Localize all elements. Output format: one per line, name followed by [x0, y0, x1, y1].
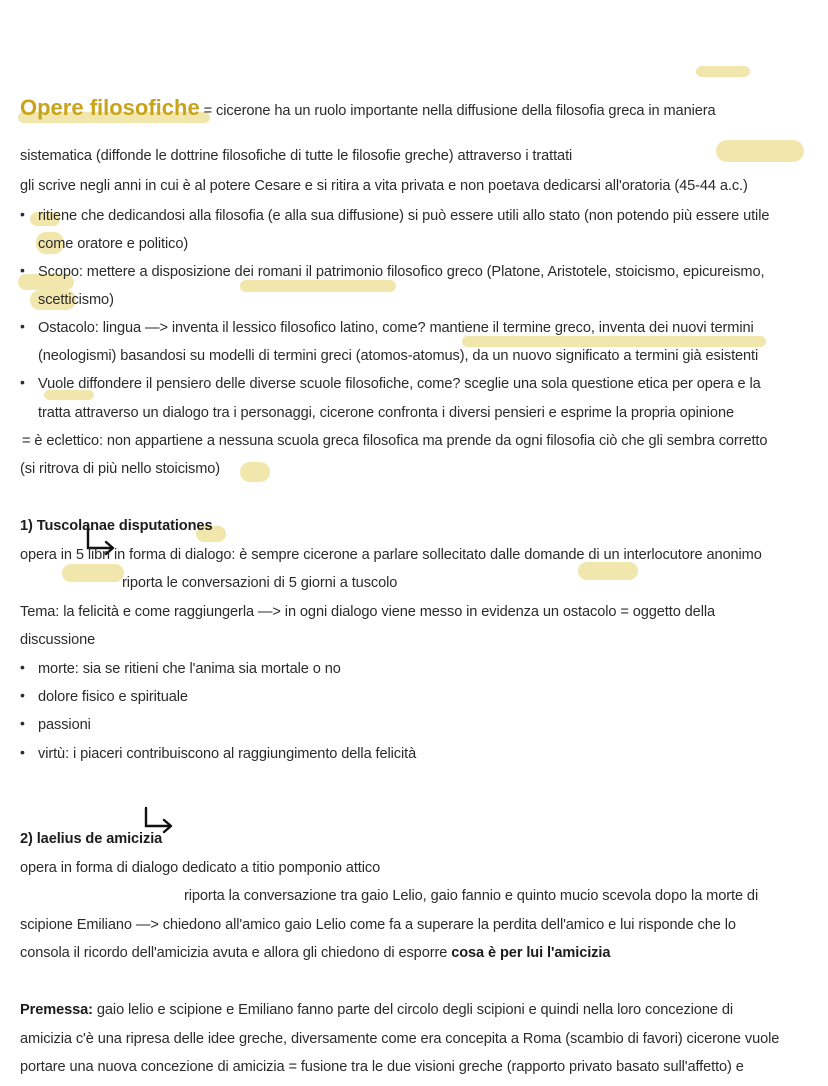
list-item-continued: scetticismo): [38, 292, 114, 308]
highlight-mark: [240, 462, 270, 482]
heading-text: = cicerone ha un ruolo importante nella diffusione della filosofia greca in maniera: [199, 103, 716, 119]
list-item: passioni: [38, 717, 91, 733]
text-line: Tema: la felicità e come raggiungerla —> in ogni dialogo viene messo in evidenza un ostacolo = oggetto della: [20, 604, 716, 620]
text-line: (si ritrova di più nello stoicismo): [20, 461, 221, 477]
text-line: sistematica (diffonde le dottrine filosofiche di tutte le filosofie greche) attraverso i trattati: [20, 148, 573, 164]
bullet-dot: •: [20, 206, 25, 222]
text-line: scipione Emiliano —> chiedono all'amico gaio Lelio come fa a superare la perdita dell'amico e lui risponde che lo: [20, 917, 736, 933]
page-title: Opere filosofiche: [20, 95, 200, 120]
bullet-dot: •: [20, 262, 25, 278]
highlight-mark: [716, 140, 804, 162]
section-title: 2) laelius de amicizia: [20, 831, 163, 847]
text-line: opera in 5 libri in forma di dialogo: è sempre cicerone a parlare sollecitato dalle domande di un interlocutore anonimo: [20, 547, 762, 563]
list-item: ritiene che dedicandosi alla filosofia (e alla sua diffusione) si può essere utili allo stato (non potendo più essere utile: [38, 208, 770, 224]
bullet-dot: •: [20, 659, 25, 675]
text-line: riporta le conversazioni di 5 giorni a tuscolo: [122, 575, 398, 591]
highlight-mark: [62, 564, 124, 582]
heading-line: [20, 95, 716, 121]
bullet-dot: •: [20, 374, 25, 390]
text-span: gaio lelio e scipione e Emiliano fanno parte del circolo degli scipioni e quindi nella loro concezione di: [92, 1002, 733, 1018]
text-line: [20, 1000, 733, 1020]
bullet-dot: •: [20, 687, 25, 703]
list-item: morte: sia se ritieni che l'anima sia mortale o no: [38, 661, 341, 677]
text-line: discussione: [20, 632, 96, 648]
text-line: = è eclettico: non appartiene a nessuna scuola greca filosofica ma prende da ogni filosofia ciò che gli sembra corretto: [22, 433, 768, 449]
text-line: amicizia c'è una ripresa delle idee greche, diversamente come era concepita a Roma (scambio di favori) cicerone vuole: [20, 1031, 780, 1047]
text-span: consola il ricordo dell'amicizia avuta e allora gli chiedono di esporre: [20, 945, 452, 961]
text-line: opera in forma di dialogo dedicato a titio pomponio attico: [20, 860, 381, 876]
text-line: riporta la conversazione tra gaio Lelio, gaio fannio e quinto mucio scevola dopo la morte di: [184, 888, 759, 904]
list-item-continued: tratta attraverso un dialogo tra i personaggi, cicerone confronta i diversi pensieri e esprime la propria opinione: [38, 405, 734, 421]
section-title: 1) Tuscolanae disputationes: [20, 518, 213, 534]
bold-span: cosa è per lui l'amicizia: [451, 945, 611, 961]
list-item: Vuole diffondere il pensiero delle diverse scuole filosofiche, come? sceglie una sola questione etica per opera e la: [38, 376, 761, 392]
list-item: Scopo: mettere a disposizione dei romani il patrimonio filosofico greco (Platone, Aristotele, stoicismo, epicureismo,: [38, 264, 765, 280]
highlight-mark: [696, 66, 750, 77]
premessa-label: Premessa:: [20, 1002, 93, 1018]
list-item: Ostacolo: lingua —> inventa il lessico filosofico latino, come? mantiene il termine greco, inventa dei nuovi termini: [38, 320, 754, 336]
list-item: virtù: i piaceri contribuiscono al raggiungimento della felicità: [38, 746, 417, 762]
bullet-dot: •: [20, 318, 25, 334]
list-item: dolore fisico e spirituale: [38, 689, 188, 705]
text-line: gli scrive negli anni in cui è al potere Cesare e si ritira a vita privata e non poetava dedicarsi all'oratoria (45-44 a.c.): [20, 178, 748, 194]
bullet-dot: •: [20, 744, 25, 760]
list-item-continued: come oratore e politico): [38, 236, 189, 252]
bullet-dot: •: [20, 715, 25, 731]
text-line: [20, 943, 610, 963]
list-item-continued: (neologismi) basandosi su modelli di termini greci (atomos-atomus), da un nuovo significato a termini già esistenti: [38, 348, 759, 364]
text-line: portare una nuova concezione di amicizia = fusione tra le due visioni greche (rapporto privato basato sull'affetto) e: [20, 1059, 744, 1075]
